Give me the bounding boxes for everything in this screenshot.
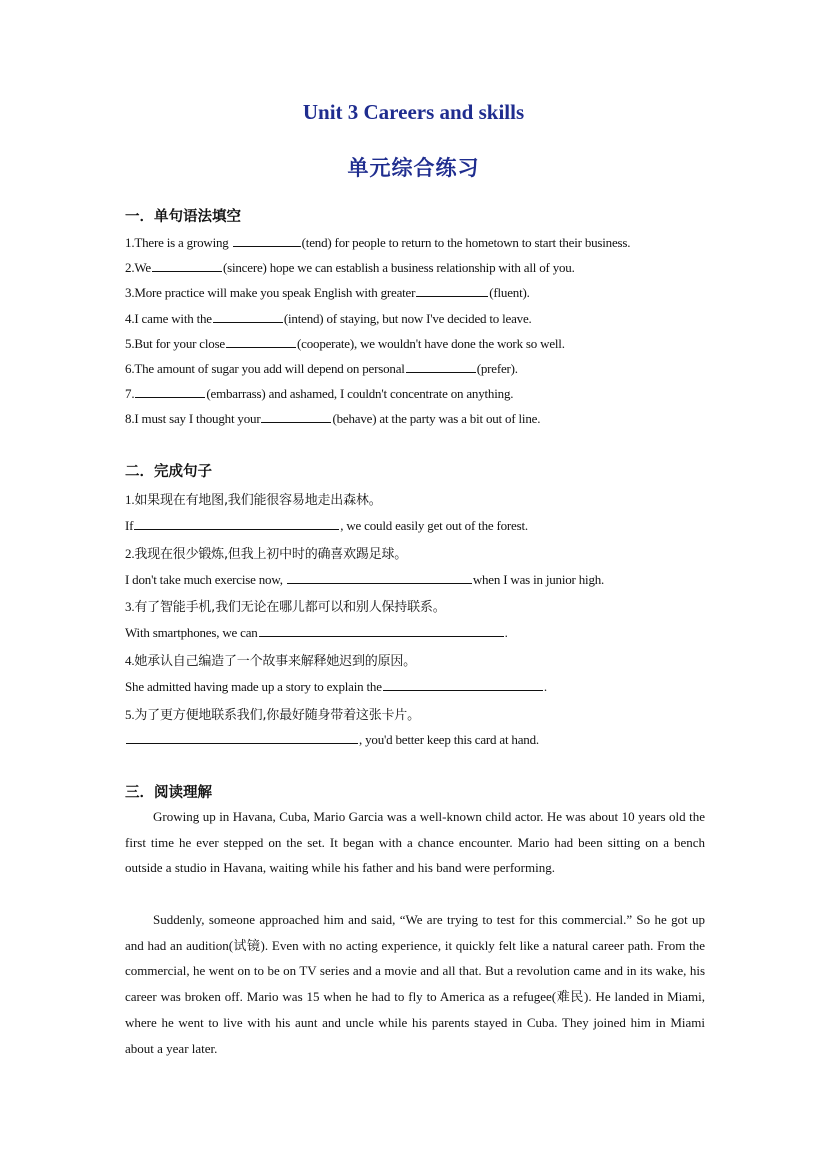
item-number: 4 [125,653,132,668]
item-number: 5 [125,707,132,722]
s1-item-4: 4.I came with the (intend) of staying, but now I've decided to leave. [125,311,532,326]
answer-blank[interactable] [406,360,476,373]
s2-item-1-prompt: 1.如果现在有地图,我们能很容易地走出森林。 [125,492,382,508]
section1-heading: 一．单句语法填空 [125,209,241,225]
s1-item-2: 2.We (sincere) hope we can establish a business relationship with all of you. [125,260,575,275]
s1-item-1: 1.There is a growing (tend) for people to return to the hometown to start their business. [125,235,631,250]
paragraph-text: Growing up in Havana, Cuba, Mario Garcia was a well-known child actor. He was about 10 years old the first time he ever stepped on the set. It began with a chance encounter. Mario had been sitting on a bench outside a studio in Havana, waiting while his father and his band were performing. [125,809,705,876]
item-number: 3 [125,285,132,300]
item-number: 6 [125,361,132,376]
item-text: (embarrass) and ashamed, I couldn't concentrate on anything. [206,386,514,401]
s2-item-2-answer [125,571,604,588]
s2-item-5-answer [125,731,539,748]
answer-blank[interactable] [152,259,222,272]
s2-item-5-prompt: 5.为了更方便地联系我们,你最好随身带着这张卡片。 [125,707,420,723]
item-text: (prefer). [476,361,518,376]
item-text: I came with the [134,311,212,326]
s2-item-4-answer [125,678,547,695]
s1-item-3: 3.More practice will make you speak English with greater (fluent). [125,285,530,300]
chinese-prompt: 我现在很少锻炼,但我上初中时的确喜欢踢足球。 [134,547,408,562]
item-text: (sincere) hope we can establish a business relationship with all of you. [222,260,575,275]
item-text: (fluent). [489,285,530,300]
answer-blank[interactable] [261,410,331,423]
answer-blank[interactable] [233,234,301,247]
answer-blank[interactable] [126,731,358,744]
item-number: 2 [125,546,132,561]
s1-item-6: 6.The amount of sugar you add will depend on personal (prefer). [125,361,518,376]
item-text: But for your close [134,336,226,351]
item-text: With smartphones, we can [125,625,258,640]
item-text: (tend) for people to return to the hometown to start their business. [301,235,631,250]
chinese-prompt: 她承认自己编造了一个故事来解释她迟到的原因。 [134,654,416,669]
s1-item-8: 8.I must say I thought your (behave) at the party was a bit out of line. [125,411,541,426]
item-number: 1 [125,235,132,250]
reading-paragraph-1 [125,804,705,881]
answer-blank[interactable] [135,385,205,398]
s2-item-3-answer [125,624,508,641]
item-text: (behave) at the party was a bit out of line. [332,411,541,426]
section3-heading: 三．阅读理解 [125,785,212,801]
item-text: . [504,625,508,640]
item-number: 3 [125,599,132,614]
item-text: , you'd better keep this card at hand. [359,732,539,747]
answer-blank[interactable] [383,678,543,691]
s1-item-5: 5.But for your close (cooperate), we wouldn't have done the work so well. [125,336,565,351]
item-text: More practice will make you speak English with greater [134,285,416,300]
item-text: , we could easily get out of the forest. [340,518,528,533]
s1-item-7: 7. (embarrass) and ashamed, I couldn't concentrate on anything. [125,386,514,401]
item-number: 1 [125,492,132,507]
item-text: She admitted having made up a story to explain the [125,679,382,694]
item-text: If [125,518,134,533]
item-number: 7 [125,386,132,401]
item-text: I must say I thought your [134,411,261,426]
item-text: I don't take much exercise now, [125,572,283,587]
answer-blank[interactable] [416,284,488,297]
item-text: (cooperate), we wouldn't have done the work so well. [297,336,565,351]
s2-item-2-prompt: 2.我现在很少锻炼,但我上初中时的确喜欢踢足球。 [125,546,408,562]
item-number: 2 [125,260,132,275]
chinese-prompt: 为了更方便地联系我们,你最好随身带着这张卡片。 [134,708,420,723]
s2-item-3-prompt: 3.有了智能手机,我们无论在哪儿都可以和别人保持联系。 [125,599,446,615]
answer-blank[interactable] [259,624,504,637]
item-text: We [134,260,151,275]
document-title: Unit 3 Careers and skills [302,100,525,124]
item-number: 5 [125,336,132,351]
answer-blank[interactable] [213,310,283,323]
item-number: 4 [125,311,132,326]
answer-blank[interactable] [134,517,339,530]
paragraph-text: Suddenly, someone approached him and said, “We are trying to test for this commercial.” So he got up and had an audition(试镜). Even with no acting experience, it quickly felt like a natural career path. From the commercial, he went on to be on TV series and a movie and all that. But a revolution came and in its wake, his career was broken off. Mario was 15 when he had to fly to America as a refugee(难民). He landed in Miami, where he went to live with his aunt and uncle while his parents stayed in Cuba. They joined him in Miami about a year later. [125,912,705,1056]
s2-item-4-prompt: 4.她承认自己编造了一个故事来解释她迟到的原因。 [125,653,416,669]
item-text: There is a growing [134,235,229,250]
item-number: 8 [125,411,132,426]
s2-item-1-answer [125,517,528,534]
chinese-prompt: 有了智能手机,我们无论在哪儿都可以和别人保持联系。 [134,600,446,615]
chinese-prompt: 如果现在有地图,我们能很容易地走出森林。 [134,493,382,508]
item-text: when I was in junior high. [472,572,605,587]
answer-blank[interactable] [287,571,472,584]
document-subtitle: 单元综合练习 [347,156,480,180]
answer-blank[interactable] [226,335,296,348]
item-text: (intend) of staying, but now I've decided to leave. [283,311,532,326]
reading-paragraph-2 [125,907,705,1061]
item-text: The amount of sugar you add will depend on personal [134,361,405,376]
item-text: . [543,679,547,694]
section2-heading: 二．完成句子 [125,464,212,480]
